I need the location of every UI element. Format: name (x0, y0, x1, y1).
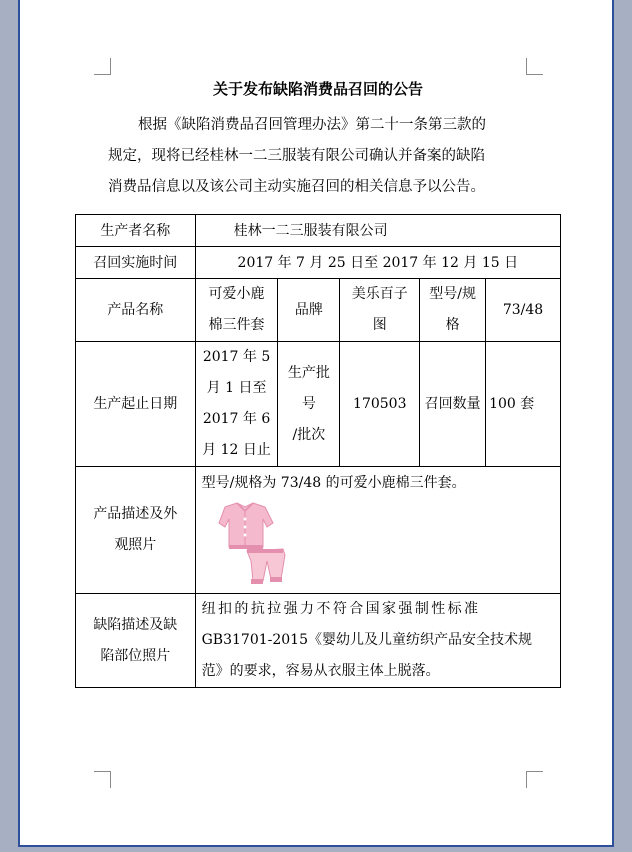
batch-label (278, 342, 340, 467)
batch-value: 170503 (340, 342, 420, 467)
defect-value-line: GB31701-2015《婴幼儿及儿童纺织产品安全技术规 (201, 632, 532, 648)
intro-line-2: 规定，现将已经桂林一二三服装有限公司确认并备案的缺陷 (108, 148, 485, 164)
batch-label-line: 生产批 (287, 364, 330, 381)
model-label-line: 格 (445, 317, 460, 333)
manufacturer-value: 桂林一二三服装有限公司 (195, 215, 560, 247)
production-date-line: 月 12 日止 (202, 442, 271, 458)
brand-value-line: 美乐百子 (351, 286, 408, 302)
document-page (18, 0, 614, 847)
model-label (420, 279, 486, 342)
recall-qty-value: 100 套 (486, 342, 561, 467)
production-date-value (195, 342, 278, 467)
recall-qty-label: 召回数量 (420, 342, 486, 467)
model-value: 73/48 (486, 279, 561, 342)
defect-label (76, 594, 196, 688)
batch-label-line: /批次 (292, 426, 326, 443)
table-row (76, 279, 561, 342)
model-label-line: 型号/规 (429, 286, 477, 302)
product-desc-label-line: 产品描述及外 (93, 506, 178, 522)
product-name-value (195, 279, 278, 342)
product-desc-label-line: 观照片 (114, 537, 157, 553)
brand-value-line: 图 (372, 317, 387, 333)
brand-value (340, 279, 420, 342)
defect-value-line: 纽扣的抗拉强力不符合国家强制性标准 (201, 601, 481, 617)
recall-period-value: 2017 年 7 月 25 日至 2017 年 12 月 15 日 (195, 247, 560, 279)
table-row (76, 215, 561, 247)
product-desc-value (195, 467, 560, 594)
recall-period-label: 召回实施时间 (76, 247, 196, 279)
production-date-label: 生产起止日期 (76, 342, 196, 467)
production-date-line: 2017 年 5 (202, 349, 271, 365)
crop-mark-top-left (94, 58, 111, 75)
defect-value-line: 范》的要求，容易从衣服主体上脱落。 (201, 663, 440, 679)
table-row (76, 467, 561, 594)
document-title: 关于发布缺陷消费品召回的公告 (212, 80, 423, 98)
brand-label: 品牌 (278, 279, 340, 342)
product-name-label: 产品名称 (76, 279, 196, 342)
recall-info-table (75, 214, 561, 688)
product-desc-label (76, 467, 196, 594)
production-date-line: 2017 年 6 (202, 411, 271, 427)
defect-label-line: 陷部位照片 (100, 647, 171, 664)
intro-line-3: 消费品信息以及该公司主动实施召回的相关信息予以公告。 (108, 179, 485, 195)
table-row (76, 594, 561, 688)
crop-mark-bottom-right (526, 771, 543, 788)
crop-mark-top-right (526, 58, 543, 75)
crop-mark-bottom-left (94, 771, 111, 788)
product-name-value-line: 棉三件套 (208, 317, 265, 333)
table-row (76, 342, 561, 467)
intro-paragraph (108, 110, 528, 203)
table-row (76, 247, 561, 279)
production-date-line: 月 1 日至 (206, 380, 267, 396)
product-name-value-line: 可爱小鹿 (208, 286, 265, 302)
defect-value (195, 594, 560, 688)
product-photo (207, 501, 289, 587)
manufacturer-label: 生产者名称 (76, 215, 196, 247)
defect-label-line: 缺陷描述及缺 (93, 616, 178, 633)
product-desc-text: 型号/规格为 73/48 的可爱小鹿棉三件套。 (201, 475, 466, 491)
intro-line-1: 根据《缺陷消费品召回管理办法》第二十一条第三款的 (138, 117, 486, 133)
batch-label-line: 号 (301, 395, 316, 412)
